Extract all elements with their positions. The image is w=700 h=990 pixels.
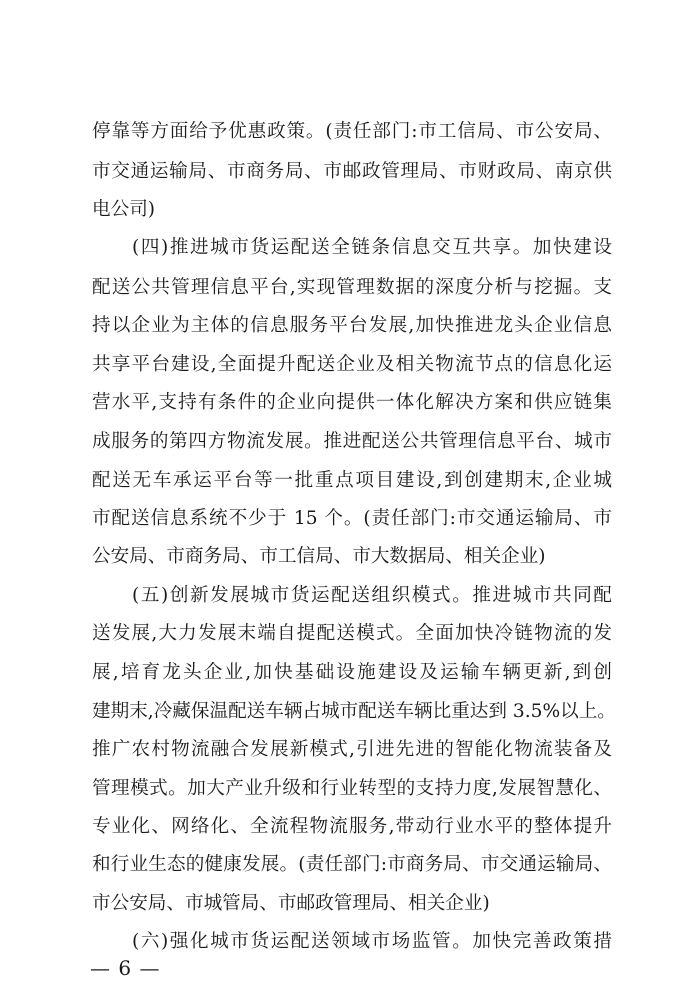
text-line: 市公安局、市城管局、市邮政管理局、相关企业) <box>92 893 490 914</box>
text-line: 公安局、市商务局、市工信局、市大数据局、相关企业) <box>92 546 546 567</box>
section-heading-4: (四)推进城市货运配送全链条信息交互共享。加快建设 <box>132 237 612 258</box>
page-number: — 6 — <box>90 956 161 980</box>
text-line: 管理模式。加大产业升级和行业转型的支持力度,发展智慧化、 <box>92 778 612 799</box>
section-heading-5: (五)创新发展城市货运配送组织模式。推进城市共同配 <box>132 585 612 606</box>
text-line: 送发展,大力发展末端自提配送模式。全面加快冷链物流的发 <box>92 623 612 644</box>
text-line: 市配送信息系统不少于 15 个。(责任部门:市交通运输局、市 <box>92 508 612 529</box>
text-line: 配送公共管理信息平台,实现管理数据的深度分析与挖掘。支 <box>92 277 612 298</box>
text-line: 持以企业为主体的信息服务平台发展,加快推进龙头企业信息 <box>92 315 612 336</box>
text-line: 共享平台建设,全面提升配送企业及相关物流节点的信息化运 <box>92 354 612 375</box>
text-line: 展,培育龙头企业,加快基础设施建设及运输车辆更新,到创 <box>92 662 612 683</box>
text-line: 停靠等方面给予优惠政策。(责任部门:市工信局、市公安局、 <box>92 121 612 142</box>
text-line: 建期末,冷藏保温配送车辆占城市配送车辆比重达到 3.5%以上。 <box>92 701 616 722</box>
text-line: 和行业生态的健康发展。(责任部门:市商务局、市交通运输局、 <box>92 854 612 875</box>
text-line: 配送无车承运平台等一批重点项目建设,到创建期末,企业城 <box>92 470 612 491</box>
text-line: 成服务的第四方物流发展。推进配送公共管理信息平台、城市 <box>92 431 612 452</box>
text-line: 专业化、网络化、全流程物流服务,带动行业水平的整体提升 <box>92 816 612 837</box>
text-line: 推广农村物流融合发展新模式,引进先进的智能化物流装备及 <box>92 739 612 760</box>
text-line: 营水平,支持有条件的企业向提供一体化解决方案和供应链集 <box>92 392 612 413</box>
section-heading-6: (六)强化城市货运配送领域市场监管。加快完善政策措 <box>132 931 612 952</box>
text-line: 电公司) <box>92 199 156 220</box>
text-line: 市交通运输局、市商务局、市邮政管理局、市财政局、南京供 <box>92 161 612 182</box>
